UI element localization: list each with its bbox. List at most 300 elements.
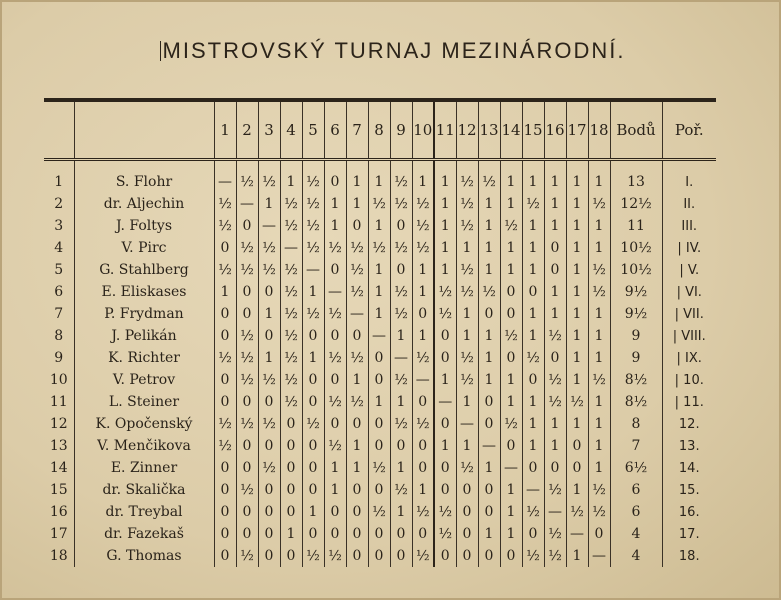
- result-cell: 0: [302, 523, 324, 545]
- result-cell: 0: [214, 391, 236, 413]
- result-cell: 1: [500, 523, 522, 545]
- player-number: 5: [54, 262, 64, 278]
- result-cell: 0: [478, 501, 500, 523]
- player-rank: II.: [662, 193, 716, 215]
- result-cell: 1: [500, 237, 522, 259]
- player-number: 12: [49, 416, 68, 432]
- result-cell: ½: [456, 259, 478, 281]
- table-row: [44, 215, 716, 237]
- result-cell: ½: [346, 259, 368, 281]
- result-cell: 0: [280, 435, 302, 457]
- result-cell: —: [346, 303, 368, 325]
- result-cell: 1: [390, 457, 412, 479]
- result-cell: ½: [390, 281, 412, 303]
- result-cell: 1: [346, 435, 368, 457]
- player-name: K. Opočenský: [74, 413, 214, 435]
- player-name: E. Zinner: [74, 457, 214, 479]
- result-cell: ½: [456, 281, 478, 303]
- result-cell: ½: [412, 193, 434, 215]
- header-round-6: 6: [324, 100, 346, 160]
- player-points: 4: [610, 545, 662, 567]
- result-cell: 1: [280, 523, 302, 545]
- table-row: [44, 237, 716, 259]
- result-cell: 1: [478, 259, 500, 281]
- result-cell: 1: [500, 501, 522, 523]
- result-cell: 0: [478, 303, 500, 325]
- result-cell: ½: [258, 413, 280, 435]
- result-cell: 0: [522, 523, 544, 545]
- player-name: E. Eliskases: [74, 281, 214, 303]
- result-cell: 1: [324, 215, 346, 237]
- result-cell: 1: [302, 347, 324, 369]
- header-rank: Poř.: [662, 100, 716, 160]
- player-number: 10: [49, 372, 68, 388]
- result-cell: 0: [346, 479, 368, 501]
- crosstable: [44, 98, 716, 567]
- header-round-13: 13: [478, 100, 500, 160]
- player-rank: 13.: [662, 435, 716, 457]
- title-mark: [160, 41, 161, 61]
- result-cell: ½: [368, 501, 390, 523]
- result-cell: 0: [412, 523, 434, 545]
- header-round-16: 16: [544, 100, 566, 160]
- header-round-10: 10: [412, 100, 434, 160]
- header-round-11: 11: [434, 100, 456, 160]
- result-cell: 1: [522, 325, 544, 347]
- table-row: [44, 479, 716, 501]
- table-row: [44, 369, 716, 391]
- page-title: [2, 38, 781, 64]
- result-cell: 1: [522, 303, 544, 325]
- result-cell: 0: [434, 457, 456, 479]
- player-rank: 17.: [662, 523, 716, 545]
- result-cell: 0: [214, 325, 236, 347]
- result-cell: ½: [588, 479, 610, 501]
- result-cell: ½: [280, 347, 302, 369]
- result-cell: 0: [236, 303, 258, 325]
- result-cell: 0: [544, 259, 566, 281]
- result-cell: 0: [368, 413, 390, 435]
- player-number: 9: [54, 350, 64, 366]
- result-cell: ½: [434, 501, 456, 523]
- result-cell: ½: [258, 237, 280, 259]
- result-cell: ½: [456, 215, 478, 237]
- result-cell: ½: [412, 501, 434, 523]
- result-cell: 0: [412, 303, 434, 325]
- result-cell: 1: [566, 325, 588, 347]
- result-cell: 1: [566, 479, 588, 501]
- result-cell: 1: [434, 160, 456, 194]
- result-cell: 0: [346, 325, 368, 347]
- player-name: V. Pirc: [74, 237, 214, 259]
- result-cell: 1: [588, 435, 610, 457]
- player-rank: 18.: [662, 545, 716, 567]
- result-cell: 1: [368, 259, 390, 281]
- result-cell: 0: [302, 479, 324, 501]
- player-rank: | IX.: [662, 347, 716, 369]
- result-cell: 1: [500, 479, 522, 501]
- result-cell: —: [390, 347, 412, 369]
- result-cell: ½: [346, 237, 368, 259]
- result-cell: 1: [566, 369, 588, 391]
- result-cell: 0: [302, 369, 324, 391]
- player-points: 8: [610, 413, 662, 435]
- result-cell: ½: [588, 501, 610, 523]
- result-cell: ½: [588, 259, 610, 281]
- result-cell: 0: [456, 523, 478, 545]
- result-cell: 0: [258, 501, 280, 523]
- result-cell: —: [522, 479, 544, 501]
- result-cell: 1: [302, 281, 324, 303]
- result-cell: —: [588, 545, 610, 567]
- result-cell: ½: [390, 479, 412, 501]
- player-points: 6: [610, 479, 662, 501]
- result-cell: ½: [280, 259, 302, 281]
- result-cell: 0: [478, 479, 500, 501]
- table-row: [44, 435, 716, 457]
- player-name: P. Frydman: [74, 303, 214, 325]
- player-points: 9: [610, 325, 662, 347]
- result-cell: 0: [368, 479, 390, 501]
- result-cell: —: [324, 281, 346, 303]
- player-points: 9: [610, 347, 662, 369]
- result-cell: 1: [346, 369, 368, 391]
- result-cell: 0: [456, 479, 478, 501]
- result-cell: 0: [566, 457, 588, 479]
- result-cell: ½: [478, 281, 500, 303]
- result-cell: ½: [500, 325, 522, 347]
- result-cell: 0: [434, 347, 456, 369]
- result-cell: ½: [302, 237, 324, 259]
- result-cell: ½: [390, 303, 412, 325]
- result-cell: ½: [456, 193, 478, 215]
- header-number: [44, 100, 74, 160]
- result-cell: 1: [566, 413, 588, 435]
- header-round-2: 2: [236, 100, 258, 160]
- player-name: V. Petrov: [74, 369, 214, 391]
- result-cell: 0: [390, 215, 412, 237]
- result-cell: 1: [456, 391, 478, 413]
- player-rank: 16.: [662, 501, 716, 523]
- player-rank: III.: [662, 215, 716, 237]
- result-cell: 1: [478, 325, 500, 347]
- result-cell: 1: [346, 193, 368, 215]
- result-cell: 0: [390, 435, 412, 457]
- result-cell: 1: [544, 413, 566, 435]
- result-cell: ½: [456, 369, 478, 391]
- player-points: 4: [610, 523, 662, 545]
- result-cell: ½: [302, 215, 324, 237]
- result-cell: 0: [214, 523, 236, 545]
- table-row: [44, 457, 716, 479]
- result-cell: ½: [544, 369, 566, 391]
- table-row: [44, 347, 716, 369]
- result-cell: 1: [346, 457, 368, 479]
- result-cell: 0: [544, 457, 566, 479]
- result-cell: 1: [412, 160, 434, 194]
- player-number: 15: [49, 482, 68, 498]
- result-cell: ½: [544, 325, 566, 347]
- result-cell: 0: [324, 160, 346, 194]
- result-cell: 1: [522, 391, 544, 413]
- result-cell: 1: [522, 259, 544, 281]
- result-cell: ½: [258, 457, 280, 479]
- result-cell: 0: [302, 457, 324, 479]
- result-cell: 0: [214, 479, 236, 501]
- header-round-17: 17: [566, 100, 588, 160]
- result-cell: 1: [258, 303, 280, 325]
- result-cell: 1: [368, 160, 390, 194]
- result-cell: 1: [522, 215, 544, 237]
- result-cell: ½: [390, 237, 412, 259]
- result-cell: 0: [280, 457, 302, 479]
- player-number: 16: [49, 504, 68, 520]
- result-cell: 0: [258, 479, 280, 501]
- result-cell: ½: [214, 193, 236, 215]
- result-cell: 0: [346, 501, 368, 523]
- result-cell: ½: [346, 391, 368, 413]
- player-name: dr. Skalička: [74, 479, 214, 501]
- player-number: 14: [49, 460, 68, 476]
- result-cell: 1: [412, 281, 434, 303]
- result-cell: 1: [456, 237, 478, 259]
- result-cell: —: [456, 413, 478, 435]
- result-cell: ½: [390, 413, 412, 435]
- player-rank: 14.: [662, 457, 716, 479]
- player-number: 18: [49, 548, 68, 564]
- result-cell: 1: [302, 501, 324, 523]
- result-cell: ½: [478, 160, 500, 194]
- result-cell: 1: [456, 325, 478, 347]
- result-cell: 0: [236, 523, 258, 545]
- result-cell: ½: [588, 193, 610, 215]
- player-name: L. Steiner: [74, 391, 214, 413]
- result-cell: ½: [302, 413, 324, 435]
- table-row: [44, 501, 716, 523]
- result-cell: 0: [588, 523, 610, 545]
- result-cell: —: [544, 501, 566, 523]
- table-row: [44, 259, 716, 281]
- result-cell: 0: [434, 413, 456, 435]
- result-cell: 1: [566, 215, 588, 237]
- result-cell: 1: [544, 303, 566, 325]
- header-points: Bodů: [610, 100, 662, 160]
- result-cell: ½: [258, 369, 280, 391]
- result-cell: 0: [258, 435, 280, 457]
- result-cell: ½: [214, 259, 236, 281]
- result-cell: 1: [544, 281, 566, 303]
- result-cell: 0: [368, 435, 390, 457]
- result-cell: —: [368, 325, 390, 347]
- result-cell: 0: [500, 545, 522, 567]
- result-cell: 1: [478, 193, 500, 215]
- result-cell: 0: [214, 237, 236, 259]
- result-cell: 0: [390, 259, 412, 281]
- result-cell: 1: [588, 160, 610, 194]
- result-cell: 1: [522, 160, 544, 194]
- result-cell: 0: [346, 215, 368, 237]
- header-round-9: 9: [390, 100, 412, 160]
- player-rank: | 10.: [662, 369, 716, 391]
- table-row: [44, 413, 716, 435]
- result-cell: 1: [324, 479, 346, 501]
- result-cell: 0: [258, 545, 280, 567]
- player-rank: | IV.: [662, 237, 716, 259]
- result-cell: 1: [522, 435, 544, 457]
- result-cell: 0: [434, 545, 456, 567]
- result-cell: 0: [390, 545, 412, 567]
- result-cell: 0: [258, 391, 280, 413]
- result-cell: ½: [280, 281, 302, 303]
- result-cell: 0: [324, 325, 346, 347]
- result-cell: 1: [544, 160, 566, 194]
- player-name: J. Pelikán: [74, 325, 214, 347]
- result-cell: ½: [390, 193, 412, 215]
- result-cell: 0: [236, 391, 258, 413]
- result-cell: ½: [324, 435, 346, 457]
- header-round-14: 14: [500, 100, 522, 160]
- result-cell: 1: [544, 193, 566, 215]
- player-number: 2: [54, 196, 64, 212]
- result-cell: 1: [456, 435, 478, 457]
- result-cell: 0: [456, 501, 478, 523]
- result-cell: ½: [368, 457, 390, 479]
- result-cell: 1: [434, 369, 456, 391]
- result-cell: ½: [368, 193, 390, 215]
- player-number: 3: [54, 218, 64, 234]
- result-cell: 0: [258, 325, 280, 347]
- player-number: 11: [49, 394, 68, 410]
- player-number: 1: [54, 174, 64, 190]
- result-cell: 0: [390, 523, 412, 545]
- result-cell: 0: [368, 347, 390, 369]
- result-cell: 1: [588, 413, 610, 435]
- player-name: dr. Treybal: [74, 501, 214, 523]
- result-cell: 0: [280, 501, 302, 523]
- result-cell: 0: [478, 391, 500, 413]
- result-cell: ½: [544, 479, 566, 501]
- result-cell: —: [214, 160, 236, 194]
- result-cell: 1: [566, 545, 588, 567]
- result-cell: —: [434, 391, 456, 413]
- table-row: [44, 391, 716, 413]
- player-number: 13: [49, 438, 68, 454]
- table-row: [44, 281, 716, 303]
- result-cell: 1: [588, 237, 610, 259]
- result-cell: ½: [522, 545, 544, 567]
- result-cell: 1: [500, 193, 522, 215]
- player-number: 4: [54, 240, 64, 256]
- result-cell: ½: [522, 193, 544, 215]
- result-cell: 0: [500, 281, 522, 303]
- result-cell: 1: [368, 215, 390, 237]
- player-points: 6½: [610, 457, 662, 479]
- result-cell: 0: [412, 457, 434, 479]
- result-cell: ½: [280, 325, 302, 347]
- header-round-15: 15: [522, 100, 544, 160]
- result-cell: 1: [566, 237, 588, 259]
- result-cell: ½: [412, 413, 434, 435]
- result-cell: 1: [412, 479, 434, 501]
- result-cell: 1: [500, 369, 522, 391]
- result-cell: 0: [500, 435, 522, 457]
- result-cell: 1: [588, 215, 610, 237]
- result-cell: 0: [236, 501, 258, 523]
- result-cell: 1: [588, 347, 610, 369]
- player-points: 8½: [610, 391, 662, 413]
- result-cell: ½: [324, 545, 346, 567]
- result-cell: ½: [324, 391, 346, 413]
- result-cell: ½: [236, 325, 258, 347]
- result-cell: ½: [346, 347, 368, 369]
- result-cell: 1: [478, 347, 500, 369]
- result-cell: 0: [412, 435, 434, 457]
- result-cell: ½: [324, 303, 346, 325]
- result-cell: ½: [236, 545, 258, 567]
- result-cell: 1: [500, 160, 522, 194]
- result-cell: ½: [522, 501, 544, 523]
- table-row: [44, 545, 716, 567]
- result-cell: 0: [258, 523, 280, 545]
- player-name: J. Foltys: [74, 215, 214, 237]
- result-cell: 1: [412, 259, 434, 281]
- result-cell: 1: [500, 391, 522, 413]
- result-cell: ½: [236, 347, 258, 369]
- result-cell: 1: [588, 325, 610, 347]
- result-cell: 1: [478, 523, 500, 545]
- result-cell: 1: [434, 435, 456, 457]
- result-cell: 1: [588, 391, 610, 413]
- player-points: 9½: [610, 303, 662, 325]
- player-name: G. Thomas: [74, 545, 214, 567]
- result-cell: ½: [280, 369, 302, 391]
- result-cell: 0: [280, 545, 302, 567]
- header-row: [44, 100, 716, 160]
- result-cell: ½: [456, 160, 478, 194]
- result-cell: ½: [214, 347, 236, 369]
- result-cell: 0: [302, 435, 324, 457]
- table-row: [44, 303, 716, 325]
- result-cell: 1: [434, 215, 456, 237]
- player-points: 9½: [610, 281, 662, 303]
- result-cell: 0: [456, 545, 478, 567]
- result-cell: 0: [478, 413, 500, 435]
- result-cell: ½: [302, 303, 324, 325]
- result-cell: 1: [390, 501, 412, 523]
- result-cell: —: [280, 237, 302, 259]
- player-points: 7: [610, 435, 662, 457]
- header-round-18: 18: [588, 100, 610, 160]
- result-cell: 1: [588, 457, 610, 479]
- result-cell: ½: [258, 259, 280, 281]
- result-cell: 1: [434, 193, 456, 215]
- result-cell: 1: [258, 193, 280, 215]
- result-cell: 0: [214, 369, 236, 391]
- result-cell: ½: [412, 545, 434, 567]
- result-cell: ½: [214, 215, 236, 237]
- result-cell: 1: [324, 193, 346, 215]
- result-cell: ½: [566, 391, 588, 413]
- result-cell: 1: [434, 259, 456, 281]
- result-cell: —: [302, 259, 324, 281]
- result-cell: ½: [412, 347, 434, 369]
- result-cell: 1: [588, 303, 610, 325]
- player-number: 17: [49, 526, 68, 542]
- result-cell: 1: [324, 457, 346, 479]
- result-cell: ½: [456, 347, 478, 369]
- player-name: K. Richter: [74, 347, 214, 369]
- result-cell: 0: [214, 501, 236, 523]
